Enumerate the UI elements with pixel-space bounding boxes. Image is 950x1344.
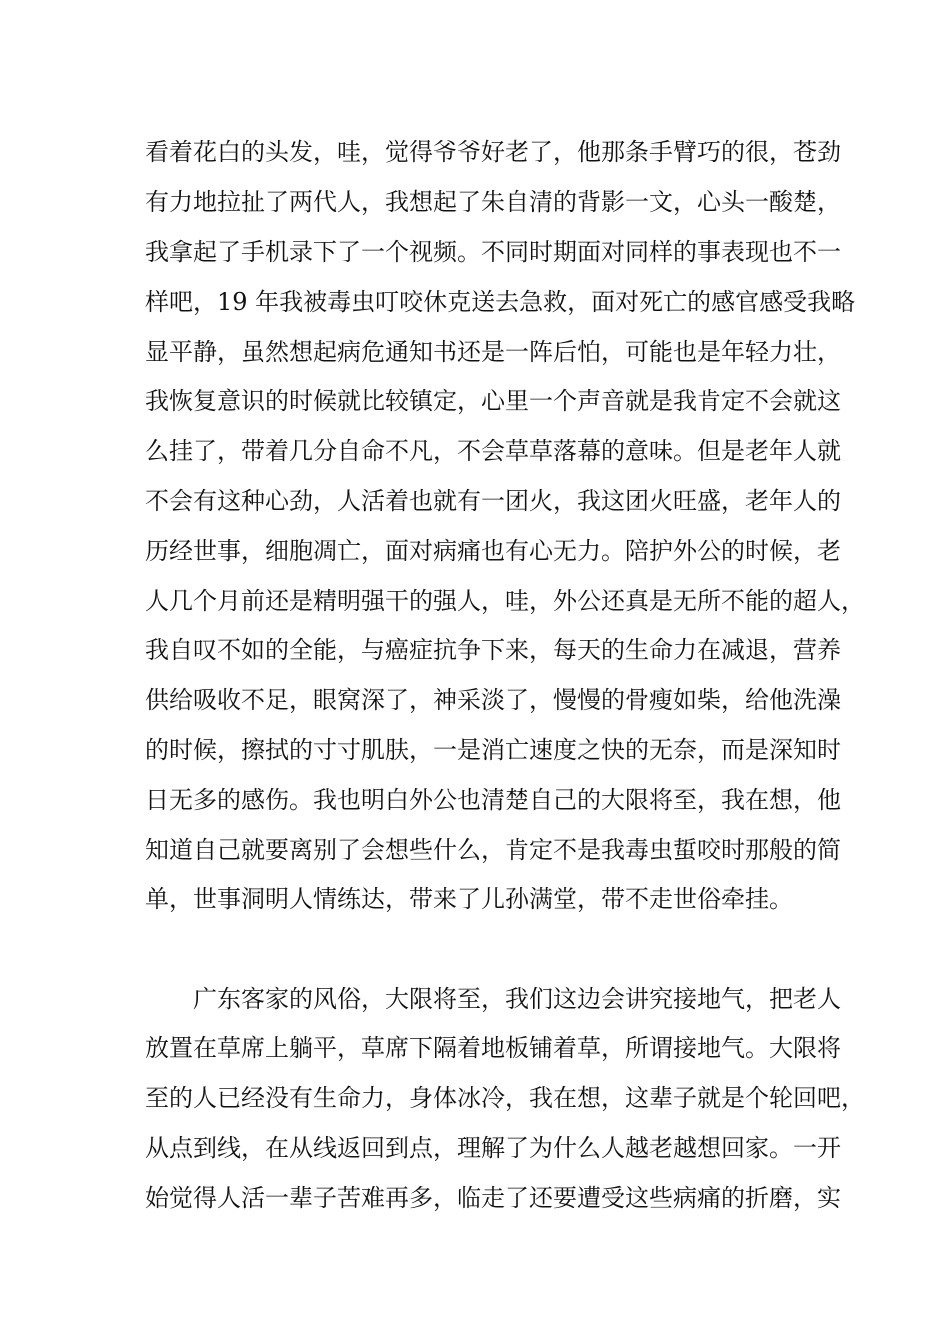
text-line: 显平静，虽然想起病危通知书还是一阵后怕，可能也是年轻力壮， xyxy=(145,338,841,366)
text-line: 供给吸收不足，眼窝深了，神采淡了，慢慢的骨瘦如柴，给他洗澡 xyxy=(145,686,841,714)
text-line: 不会有这种心劲，人活着也就有一团火，我这团火旺盛，老年人的 xyxy=(145,487,841,515)
text-line: 的时候，擦拭的寸寸肌肤，一是消亡速度之快的无奈，而是深知时 xyxy=(145,736,841,764)
text-line: 么挂了，带着几分自命不凡，不会草草落幕的意味。但是老年人就 xyxy=(145,437,841,465)
text-line: 历经世事，细胞凋亡，面对病痛也有心无力。陪护外公的时候，老 xyxy=(145,537,841,565)
text-line: 至的人已经没有生命力，身体冰冷，我在想，这辈子就是个轮回吧， xyxy=(145,1084,865,1112)
text-line: 有力地拉扯了两代人，我想起了朱自清的背影一文，心头一酸楚， xyxy=(145,188,841,216)
text-line: 日无多的感伤。我也明白外公也清楚自己的大限将至，我在想，他 xyxy=(145,786,841,814)
text-line: 单，世事洞明人情练达，带来了儿孙满堂，带不走世俗牵挂。 xyxy=(145,885,793,913)
text-line: 我拿起了手机录下了一个视频。不同时期面对同样的事表现也不一 xyxy=(145,238,841,266)
text-line: 样吧，19 年我被毒虫叮咬休克送去急救，面对死亡的感官感受我略 xyxy=(145,288,856,316)
text-line: 看着花白的头发，哇，觉得爷爷好老了，他那条手臂巧的很，苍劲 xyxy=(145,138,841,166)
text-line: 始觉得人活一辈子苦难再多，临走了还要遭受这些病痛的折磨，实 xyxy=(145,1184,841,1212)
text-line: 放置在草席上躺平，草席下隔着地板铺着草，所谓接地气。大限将 xyxy=(145,1034,841,1062)
text-line: 从点到线，在从线返回到点，理解了为什么人越老越想回家。一开 xyxy=(145,1134,841,1162)
text-line: 我自叹不如的全能，与癌症抗争下来，每天的生命力在减退，营养 xyxy=(145,636,841,664)
text-line: 人几个月前还是精明强干的强人，哇，外公还真是无所不能的超人， xyxy=(145,587,865,615)
text-line: 我恢复意识的时候就比较镇定，心里一个声音就是我肯定不会就这 xyxy=(145,387,841,415)
text-line: 知道自己就要离别了会想些什么，肯定不是我毒虫蜇咬时那般的简 xyxy=(145,836,841,864)
text-line: 广东客家的风俗，大限将至，我们这边会讲究接地气，把老人 xyxy=(193,985,841,1013)
